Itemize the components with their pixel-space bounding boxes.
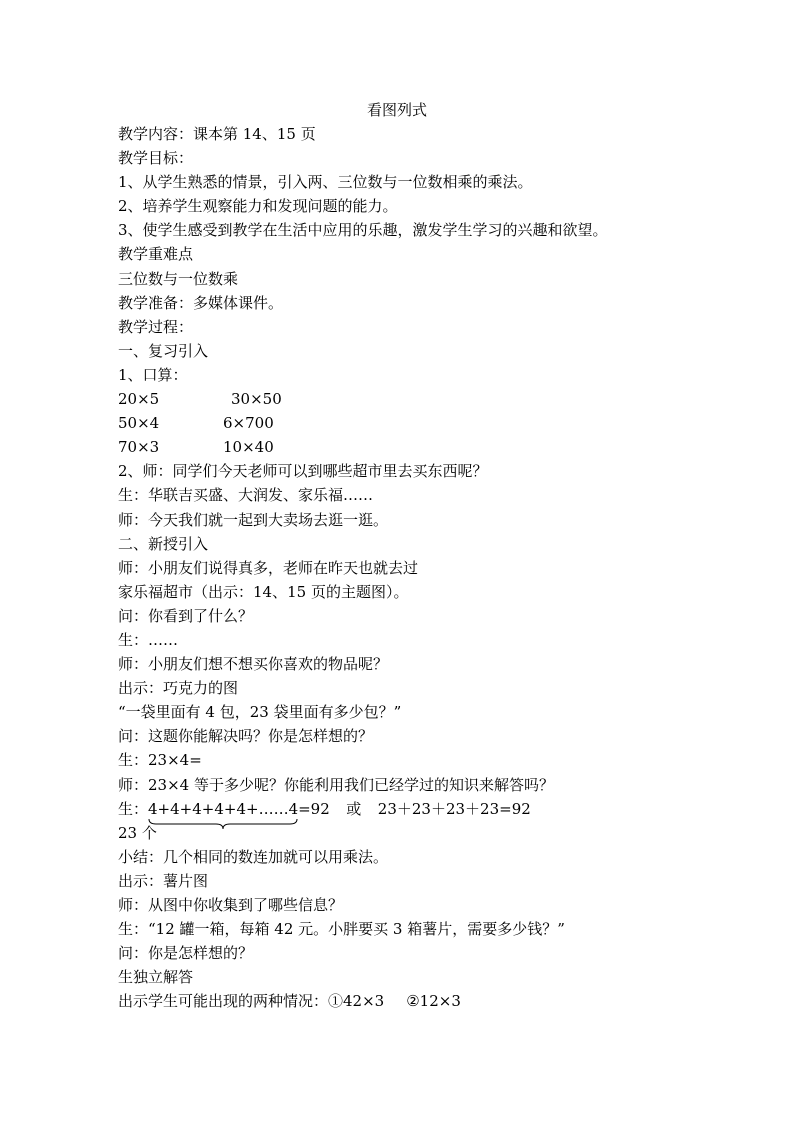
text-line: 教学过程： xyxy=(118,317,194,336)
oral-calc-row xyxy=(118,435,758,459)
oral-calc-item: 6×700 xyxy=(223,414,274,433)
text-line: 生：23×4= xyxy=(118,751,202,770)
text-line: 二、新授引入 xyxy=(118,534,209,553)
text-line: 小结：几个相同的数连加就可以用乘法。 xyxy=(118,847,389,866)
text-line: 2、师：同学们今天老师可以到哪些超市里去买东西呢？ xyxy=(118,462,488,481)
text-line: 家乐福超市（出示：14、15 页的主题图）。 xyxy=(118,582,409,601)
oral-calc-item: 70×3 xyxy=(118,438,160,457)
text-line: 生：华联吉买盛、大润发、家乐福…… xyxy=(118,486,374,505)
text-line: 师：从图中你收集到了哪些信息？ xyxy=(118,896,344,914)
text-line: 师：今天我们就一起到大卖场去逛一逛。 xyxy=(118,510,389,529)
oral-calc-item: 10×40 xyxy=(223,438,274,457)
text-line: 1、从学生熟悉的情景，引入两、三位数与一位数相乘的乘法。 xyxy=(118,173,533,192)
text-line: 生：…… xyxy=(118,630,179,649)
text-line: 生：“12 罐一箱，每箱 42 元。小胖要买 3 箱薯片，需要多少钱？” xyxy=(118,920,565,939)
addition-expression: 4+4+4+4+4+……4=92 xyxy=(148,799,330,818)
text-line: 教学重难点 xyxy=(118,245,194,264)
text-line: 2、培养学生观察能力和发现问题的能力。 xyxy=(118,197,398,216)
oral-calc-item: 50×4 xyxy=(118,414,160,433)
addition-expression: 23＋23＋23＋23=92 xyxy=(377,799,531,818)
text-line: “一袋里面有 4 包，23 袋里面有多少包？” xyxy=(118,703,402,722)
curly-brace-icon xyxy=(148,818,298,830)
text-line: 师：小朋友们说得真多，老师在昨天也就去过 xyxy=(118,558,419,577)
text-line: 教学内容：课本第 14、15 页 xyxy=(118,125,316,143)
option-item: ②12×3 xyxy=(406,992,461,1011)
text-line: 问：这题你能解决吗？你是怎样想的？ xyxy=(118,727,374,746)
addition-expression-group xyxy=(148,797,330,821)
sum-line xyxy=(118,797,758,821)
text-line: 一、复习引入 xyxy=(118,341,209,360)
document-title: 看图列式 xyxy=(366,101,427,119)
text-line: 问：你看到了什么？ xyxy=(118,606,254,625)
text-line: 教学准备：多媒体课件。 xyxy=(118,293,284,312)
options-intro: 出示学生可能出现的两种情况： xyxy=(118,992,329,1011)
document-body xyxy=(118,122,758,1013)
text-line: 问：你是怎样想的？ xyxy=(118,944,254,963)
oral-calc-row xyxy=(118,387,758,411)
text-line: 生独立解答 xyxy=(118,968,194,987)
text-line: 出示：巧克力的图 xyxy=(118,679,239,698)
or-connector: 或 xyxy=(346,799,362,818)
text-line: 师：小朋友们想不想买你喜欢的物品呢？ xyxy=(118,655,389,674)
text-line: 3、使学生感受到教学在生活中应用的乐趣，激发学生学习的兴趣和欲望。 xyxy=(118,221,608,240)
text-line: 师：23×4 等于多少呢？你能利用我们已经学过的知识来解答吗？ xyxy=(118,775,554,794)
oral-calc-item: 30×50 xyxy=(231,390,282,409)
sum-prefix: 生： xyxy=(118,799,149,818)
text-line: 出示：薯片图 xyxy=(118,871,209,890)
text-line xyxy=(118,989,758,1013)
oral-calc-item: 20×5 xyxy=(118,390,160,409)
text-line: 三位数与一位数乘 xyxy=(118,269,239,288)
text-line: 23 个 xyxy=(118,823,157,842)
oral-calc-row xyxy=(118,411,758,435)
text-line: 教学目标： xyxy=(118,149,194,168)
text-line: 1、口算： xyxy=(118,365,188,384)
option-item: ①42×3 xyxy=(328,992,385,1011)
